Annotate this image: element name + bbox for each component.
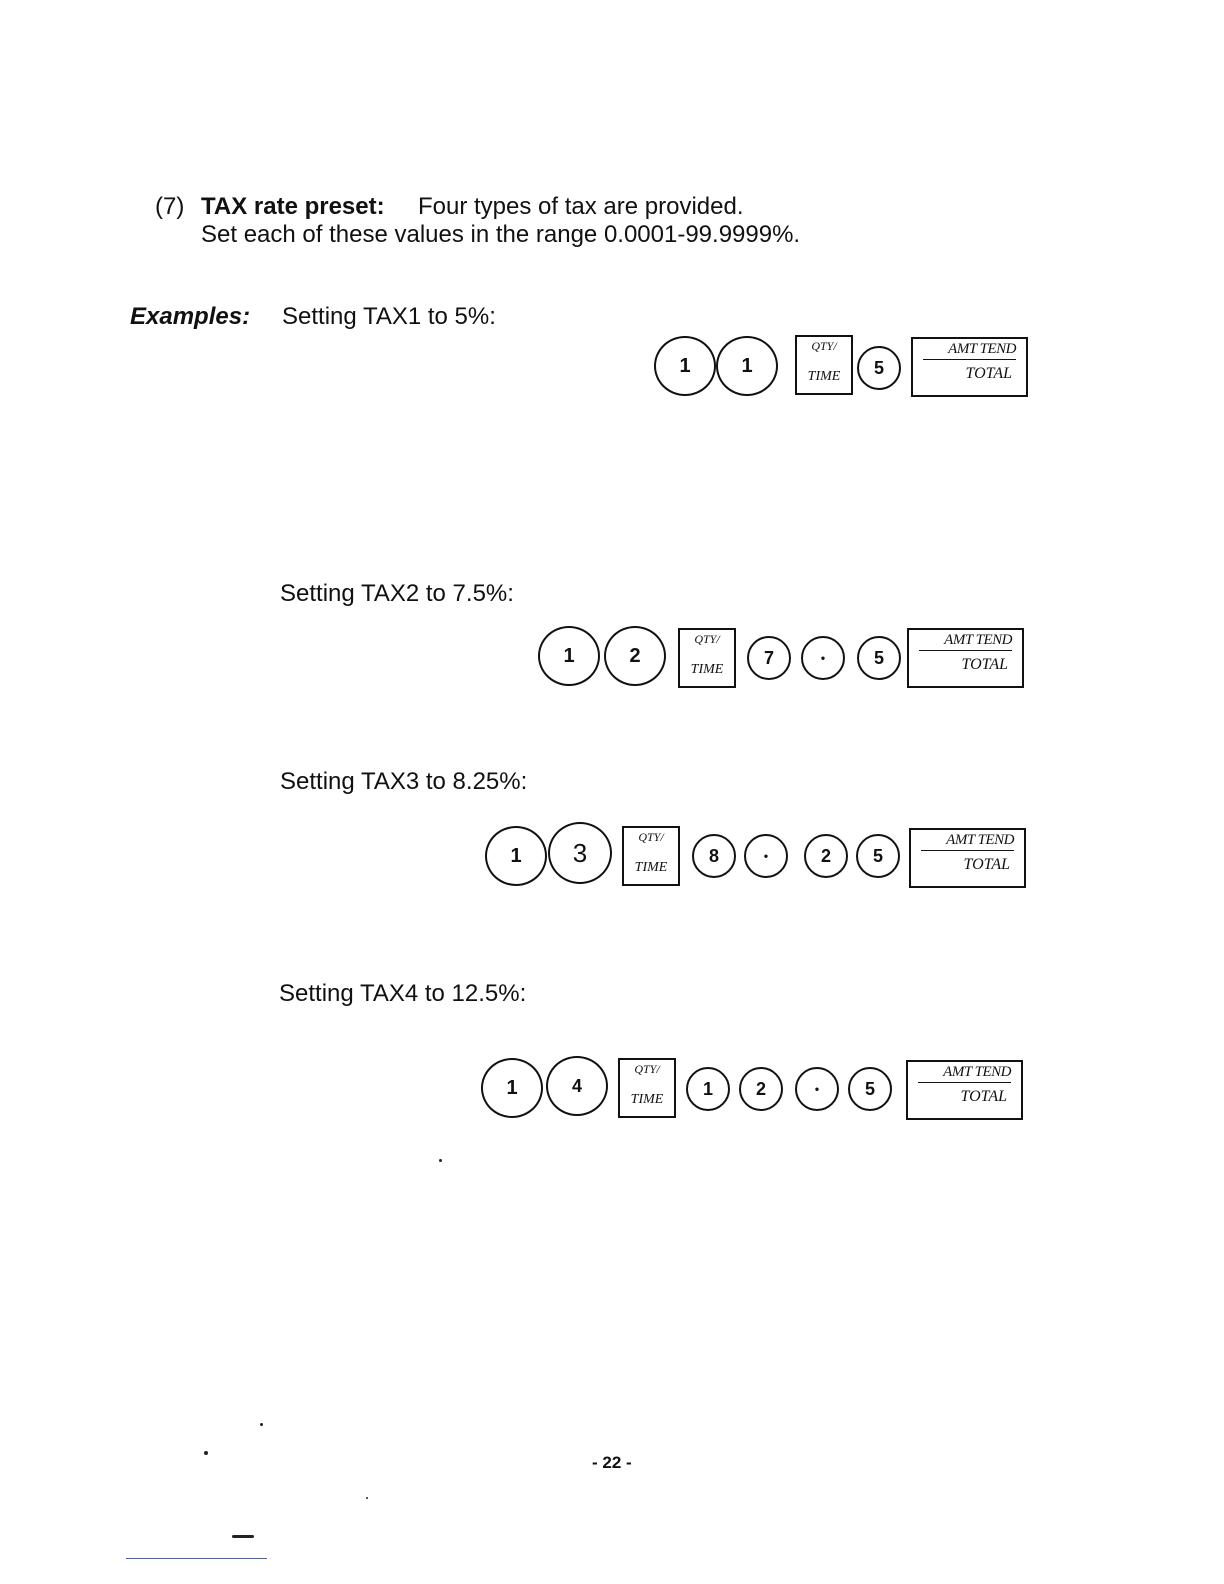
key-decimal-point: • [795,1067,839,1111]
key-1: 1 [654,336,716,396]
scan-speck [439,1159,442,1162]
section-title: TAX rate preset: [201,193,385,220]
scan-speck [366,1497,368,1499]
qty-time-key-bottom: TIME [634,860,668,875]
section-intro: Four types of tax are provided. [418,193,744,220]
amt-tend-label: AMT TEND [921,832,1014,851]
qty-time-key [622,826,680,886]
amt-tend-label: AMT TEND [919,632,1012,651]
key-2: 2 [604,626,666,686]
qty-time-key-bottom: TIME [630,1092,664,1107]
qty-time-key-top: QTY/ [634,1062,660,1076]
amt-tend-total-key [909,828,1026,888]
qty-time-key [678,628,736,688]
amt-tend-total-key [911,337,1028,397]
examples-label: Examples: [130,303,251,330]
amt-tend-total-key [906,1060,1023,1120]
key-1: 1 [716,336,778,396]
section-number: (7) [155,193,185,220]
key-1: 1 [686,1067,730,1111]
section-range-text: Set each of these values in the range 0.0001-99.9999%. [201,221,801,248]
key-decimal-point: • [801,636,845,680]
qty-time-key-top: QTY/ [811,339,837,353]
qty-time-key-top: QTY/ [694,632,720,646]
key-1: 1 [538,626,600,686]
amt-tend-label: AMT TEND [918,1064,1011,1083]
example-caption-tax2: Setting TAX2 to 7.5%: [280,580,514,607]
key-2: 2 [804,834,848,878]
key-3: 3 [548,822,612,884]
qty-time-key-top: QTY/ [638,830,664,844]
scan-speck [232,1535,254,1538]
key-5: 5 [857,346,901,390]
qty-time-key-bottom: TIME [807,369,841,384]
total-label: TOTAL [961,656,1008,673]
key-1: 1 [485,826,547,886]
example-caption-tax1: Setting TAX1 to 5%: [282,303,496,330]
key-decimal-point: • [744,834,788,878]
total-label: TOTAL [963,856,1010,873]
key-8: 8 [692,834,736,878]
qty-time-key [795,335,853,395]
example-caption-tax4: Setting TAX4 to 12.5%: [279,980,527,1007]
example-caption-tax3: Setting TAX3 to 8.25%: [280,768,528,795]
key-4: 4 [546,1056,608,1116]
key-2: 2 [739,1067,783,1111]
total-label: TOTAL [965,365,1012,382]
qty-time-key [618,1058,676,1118]
key-5: 5 [856,834,900,878]
key-7: 7 [747,636,791,680]
total-label: TOTAL [960,1088,1007,1105]
scan-speck [260,1423,263,1426]
key-5: 5 [848,1067,892,1111]
scan-speck [204,1451,208,1455]
key-5: 5 [857,636,901,680]
bottom-rule [126,1558,267,1559]
amt-tend-total-key [907,628,1024,688]
key-1: 1 [481,1058,543,1118]
qty-time-key-bottom: TIME [690,662,724,677]
amt-tend-label: AMT TEND [923,341,1016,360]
page-number: - 22 - [592,1453,632,1472]
